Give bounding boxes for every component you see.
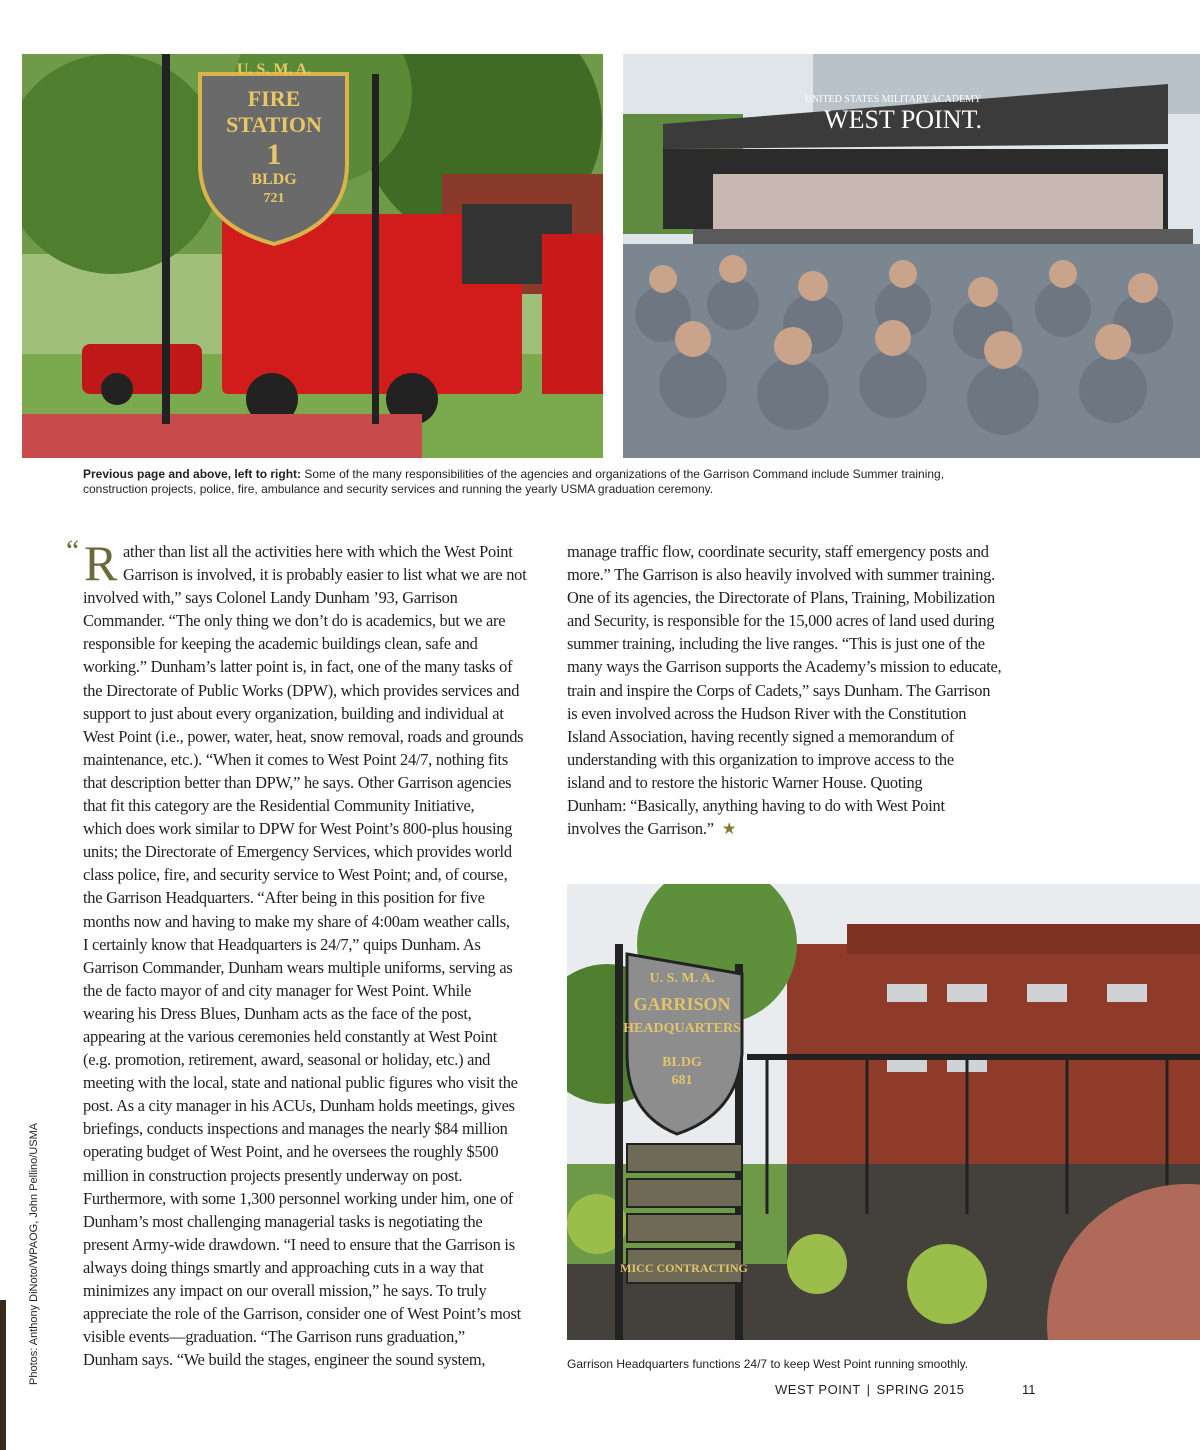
article-line-left: involved with,” says Colonel Landy Dunham ’93, Garrison bbox=[83, 588, 458, 608]
footer-separator: | bbox=[866, 1382, 871, 1397]
article-line-right: One of its agencies, the Directorate of Plans, Training, Mobilization bbox=[567, 588, 995, 608]
article-line-left: present Army-wide drawdown. “I need to ensure that the Garrison is bbox=[83, 1234, 515, 1254]
article-line-left: West Point (i.e., power, water, heat, snow removal, roads and grounds bbox=[83, 726, 524, 746]
caption-line-2: construction projects, police, fire, ambulance and security services and running the yearly USMA graduation ceremony. bbox=[83, 482, 714, 496]
end-star-icon: ★ bbox=[721, 819, 737, 839]
article-line-left: ather than list all the activities here with which the West Point bbox=[123, 542, 513, 561]
drop-cap-letter: R bbox=[84, 535, 118, 591]
article-line-left: post. As a city manager in his ACUs, Dunham holds meetings, gives bbox=[83, 1096, 515, 1116]
page-number: 11 bbox=[1022, 1382, 1036, 1397]
hq-sign-garrison: GARRISON bbox=[633, 994, 731, 1014]
article-line-right: summer training, including the live ranges. “This is just one of the bbox=[567, 634, 985, 654]
hq-sign-bldg-number: 681 bbox=[671, 1073, 693, 1088]
article-line-left: meeting with the local, state and national public figures who visit the bbox=[83, 1073, 518, 1093]
page-edge-bar bbox=[0, 1300, 6, 1450]
article-line-left: wearing his Dress Blues, Dunham acts as the face of the post, bbox=[83, 1003, 472, 1023]
hq-sign-bldg: BLDG bbox=[662, 1055, 702, 1070]
article-line-left: the Garrison Headquarters. “After being in this position for five bbox=[83, 888, 485, 908]
graduation-ceremony-photo bbox=[623, 54, 1200, 458]
open-quote-mark: “ bbox=[66, 534, 80, 567]
article-line-left: responsible for keeping the academic buildings clean, safe and bbox=[83, 634, 478, 654]
fire-sign-usma: U. S. M. A. bbox=[236, 61, 312, 78]
article-column-right bbox=[567, 540, 1032, 840]
hq-sign-usma: U. S. M. A. bbox=[649, 971, 715, 986]
fire-sign-station: STATION bbox=[226, 112, 322, 137]
garrison-headquarters-photo bbox=[567, 884, 1200, 1340]
article-line-left: Garrison Commander, Dunham wears multiple uniforms, serving as bbox=[83, 957, 513, 977]
article-line-left: (e.g. promotion, retirement, award, seasonal or holiday, etc.) and bbox=[83, 1050, 491, 1070]
hq-photo-caption: Garrison Headquarters functions 24/7 to keep West Point running smoothly. bbox=[567, 1357, 969, 1371]
hq-sign-micc: MICC CONTRACTING bbox=[620, 1261, 748, 1275]
fire-sign-bldg-number: 721 bbox=[263, 191, 285, 206]
article-line-left: Garrison is involved, it is probably easier to list what we are not bbox=[123, 565, 527, 585]
article-column-left bbox=[83, 535, 553, 1371]
article-line-left: class police, fire, and security service to West Point; and, of course, bbox=[83, 865, 508, 885]
page-footer bbox=[775, 1382, 964, 1397]
article-line-right: Island Association, having recently signed a memorandum of bbox=[567, 726, 954, 746]
article-line-left: minimizes any impact on our overall mission,” he says. To truly bbox=[83, 1281, 487, 1300]
article-line-right: involves the Garrison.” bbox=[567, 819, 714, 839]
article-line-left: briefings, conducts inspections and manages the nearly $84 million bbox=[83, 1119, 508, 1139]
fire-station-photo bbox=[22, 54, 603, 458]
article-line-left: Dunham says. “We build the stages, engineer the sound system, bbox=[83, 1350, 486, 1370]
article-line-right: island and to restore the historic Warner House. Quoting bbox=[567, 772, 923, 792]
article-line-left: million in construction projects presently underway on post. bbox=[83, 1165, 463, 1185]
article-line-left: Dunham’s most challenging managerial tasks is negotiating the bbox=[83, 1211, 483, 1231]
article-line-left: units; the Directorate of Emergency Services, which provides world bbox=[83, 842, 512, 862]
article-line-right: understanding with this organization to improve access to the bbox=[567, 749, 954, 769]
article-line-left: that description better than DPW,” he says. Other Garrison agencies bbox=[83, 772, 512, 792]
article-line-left: which does work similar to DPW for West Point’s 800-plus housing bbox=[83, 819, 513, 839]
article-line-left: working.” Dunham’s latter point is, in fact, one of the many tasks of bbox=[83, 657, 513, 677]
article-line-right: train and inspire the Corps of Cadets,” says Dunham. The Garrison bbox=[567, 680, 991, 700]
fire-sign-bldg: BLDG bbox=[251, 171, 297, 188]
photo-credit: Photos: Anthony DiNoto/WPAOG, John Pellino/USMA bbox=[28, 1122, 40, 1385]
article-line-left: appearing at the various ceremonies held constantly at West Point bbox=[83, 1026, 498, 1046]
fire-sign-fire: FIRE bbox=[247, 86, 301, 111]
stage-banner-academy: UNITED STATES MILITARY ACADEMY bbox=[804, 94, 982, 105]
article-line-left: appreciate the role of the Garrison, consider one of West Point’s most bbox=[83, 1304, 521, 1324]
article-line-right: more.” The Garrison is also heavily involved with summer training. bbox=[567, 565, 995, 585]
article-line-left: support to just about every organization, building and individual at bbox=[83, 703, 504, 723]
article-line-left: Commander. “The only thing we don’t do is academics, but we are bbox=[83, 611, 506, 631]
footer-publication: WEST POINT bbox=[775, 1382, 861, 1397]
fire-sign-number: 1 bbox=[266, 138, 282, 171]
article-line-left: the Directorate of Public Works (DPW), which provides services and bbox=[83, 680, 520, 700]
hq-sign-headquarters: HEADQUARTERS bbox=[623, 1021, 741, 1036]
article-line-left: visible events—graduation. “The Garrison runs graduation,” bbox=[83, 1327, 465, 1347]
footer-issue: SPRING 2015 bbox=[876, 1382, 965, 1397]
article-line-right: manage traffic flow, coordinate security, staff emergency posts and bbox=[567, 542, 989, 561]
article-line-left: I certainly know that Headquarters is 24/7,” quips Dunham. As bbox=[83, 934, 481, 954]
caption-line-1: Some of the many responsibilities of the agencies and organizations of the Garrison Command include Summer training, bbox=[301, 467, 945, 481]
article-line-right: and Security, is responsible for the 15,000 acres of land used during bbox=[567, 611, 995, 631]
article-line-left: that fit this category are the Residential Community Initiative, bbox=[83, 796, 475, 816]
article-line-right: is even involved across the Hudson River with the Constitution bbox=[567, 703, 967, 723]
article-line-left: Furthermore, with some 1,300 personnel working under him, one of bbox=[83, 1188, 514, 1208]
article-line-left: always doing things smartly and approaching cuts in a way that bbox=[83, 1257, 484, 1277]
article-line-left: operating budget of West Point, and he oversees the roughly $500 bbox=[83, 1142, 499, 1162]
article-line-right: many ways the Garrison supports the Academy’s mission to educate, bbox=[567, 657, 1002, 677]
article-line-right: Dunham: “Basically, anything having to do with West Point bbox=[567, 796, 945, 816]
article-line-left: months now and having to make my share of 4:00am weather calls, bbox=[83, 911, 510, 931]
stage-banner-west-point: WEST POINT. bbox=[824, 105, 982, 134]
caption-lead: Previous page and above, left to right: bbox=[83, 467, 302, 481]
article-line-left: the de facto mayor of and city manager for West Point. While bbox=[83, 980, 472, 1000]
top-photo-caption bbox=[83, 467, 1083, 497]
article-line-left: maintenance, etc.). “When it comes to West Point 24/7, nothing fits bbox=[83, 749, 508, 769]
